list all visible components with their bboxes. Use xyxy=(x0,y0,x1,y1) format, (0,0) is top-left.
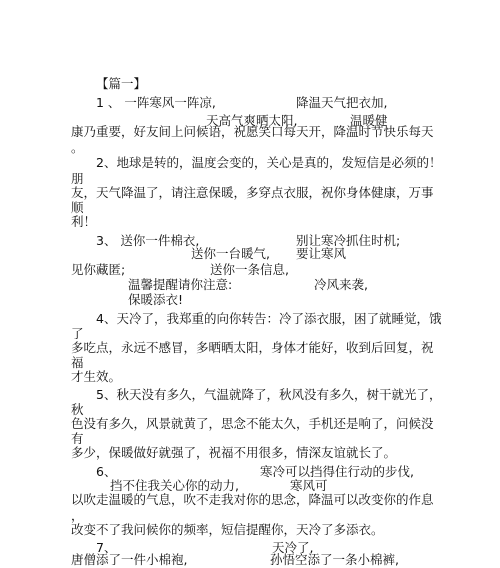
p6-line4: ， xyxy=(71,508,84,523)
p3-line2-left: 送你一台暖气, xyxy=(191,246,270,261)
p3-line4-left: 温馨提醒请你注意: xyxy=(128,277,233,292)
p4-line5: 才生效。 xyxy=(71,369,122,384)
p1-line2-left: 天高气爽晒太阳, xyxy=(206,113,298,128)
p5-line2: 秋 xyxy=(71,402,84,417)
p3-line3-right: 送你一条信息, xyxy=(210,262,289,277)
p1-line4: 。 xyxy=(71,140,84,155)
p3-line1-left: 3、 送你一件棉衣, xyxy=(96,233,200,248)
p6-line2-left: 挡不住我关心你的动力, xyxy=(110,478,239,493)
p5-line3: 色没有多久，风景就黄了，思念不能太久，手机还是响了，问候没 xyxy=(71,416,434,431)
p6-line1-left: 6、 xyxy=(96,464,117,479)
p6-line5: 改变不了我问候你的频率，短信提醒你，天冷了多添衣。 xyxy=(71,522,384,537)
p4-line1: 4、天冷了，我郑重的向你转告：冷了添衣服，困了就睡觉，饿 xyxy=(96,311,442,326)
p7-line1-right: 天冷了, xyxy=(272,540,314,555)
p2-line5: 利！ xyxy=(71,214,97,229)
p2-line3: 友，天气降温了，请注意保暖，多穿点衣服，祝你身体健康，万事 xyxy=(71,185,434,200)
p7-line1-left: 7、 xyxy=(96,540,117,555)
p1-line3: 康乃重要，好友间上问候语，祝愿笑口每天开，降温时节快乐每天 xyxy=(71,124,434,139)
p5-line1: 5、秋天没有多久，气温就降了，秋风没有多久，树干就光了， xyxy=(96,387,442,402)
p1-line2-right: 温暖健 xyxy=(350,113,388,128)
p3-line5: 保暖添衣! xyxy=(128,292,184,307)
p5-line4: 有 xyxy=(71,431,84,446)
p1-line1-left: 1 、 一阵寒风一阵凉, xyxy=(96,95,216,110)
p6-line1-right: 寒冷可以挡得住行动的步伐, xyxy=(260,464,414,479)
p3-line2-right: 要让寒风 xyxy=(296,246,347,261)
p2-line1: 2、地球是转的，温度会变的，关心是真的，发短信是必须的！ xyxy=(96,155,442,170)
p5-line5: 多少，保暖做好就强了，祝福不用很多，情深友谊就长了。 xyxy=(71,445,397,460)
p3-line3-left: 见你藏匿; xyxy=(71,262,126,277)
p6-line3: 以吹走温暖的气息，吹不走我对你的思念，降温可以改变你的作息 xyxy=(71,492,434,507)
p4-line3: 多吃点，永远不感冒，多晒晒太阳，身体才能好，收到后回复，祝 xyxy=(71,340,434,355)
p2-line2: 朋 xyxy=(71,171,84,186)
p7-line2-left: 唐僧添了一件小棉袍, xyxy=(71,552,188,567)
p4-line2: 了 xyxy=(71,326,84,341)
p7-line2-right: 孙悟空添了一条小棉裤, xyxy=(270,552,399,567)
p6-line2-right: 寒风可 xyxy=(290,478,328,493)
p3-line4-right: 冷风来袭, xyxy=(314,277,368,292)
p3-line1-right: 别让寒冷抓住时机; xyxy=(296,233,401,248)
p4-line4: 福 xyxy=(71,355,84,370)
p1-line1-right: 降温天气把衣加, xyxy=(296,95,388,110)
section-heading: 【篇一】 xyxy=(96,76,147,91)
p2-line4: 顺 xyxy=(71,200,84,215)
